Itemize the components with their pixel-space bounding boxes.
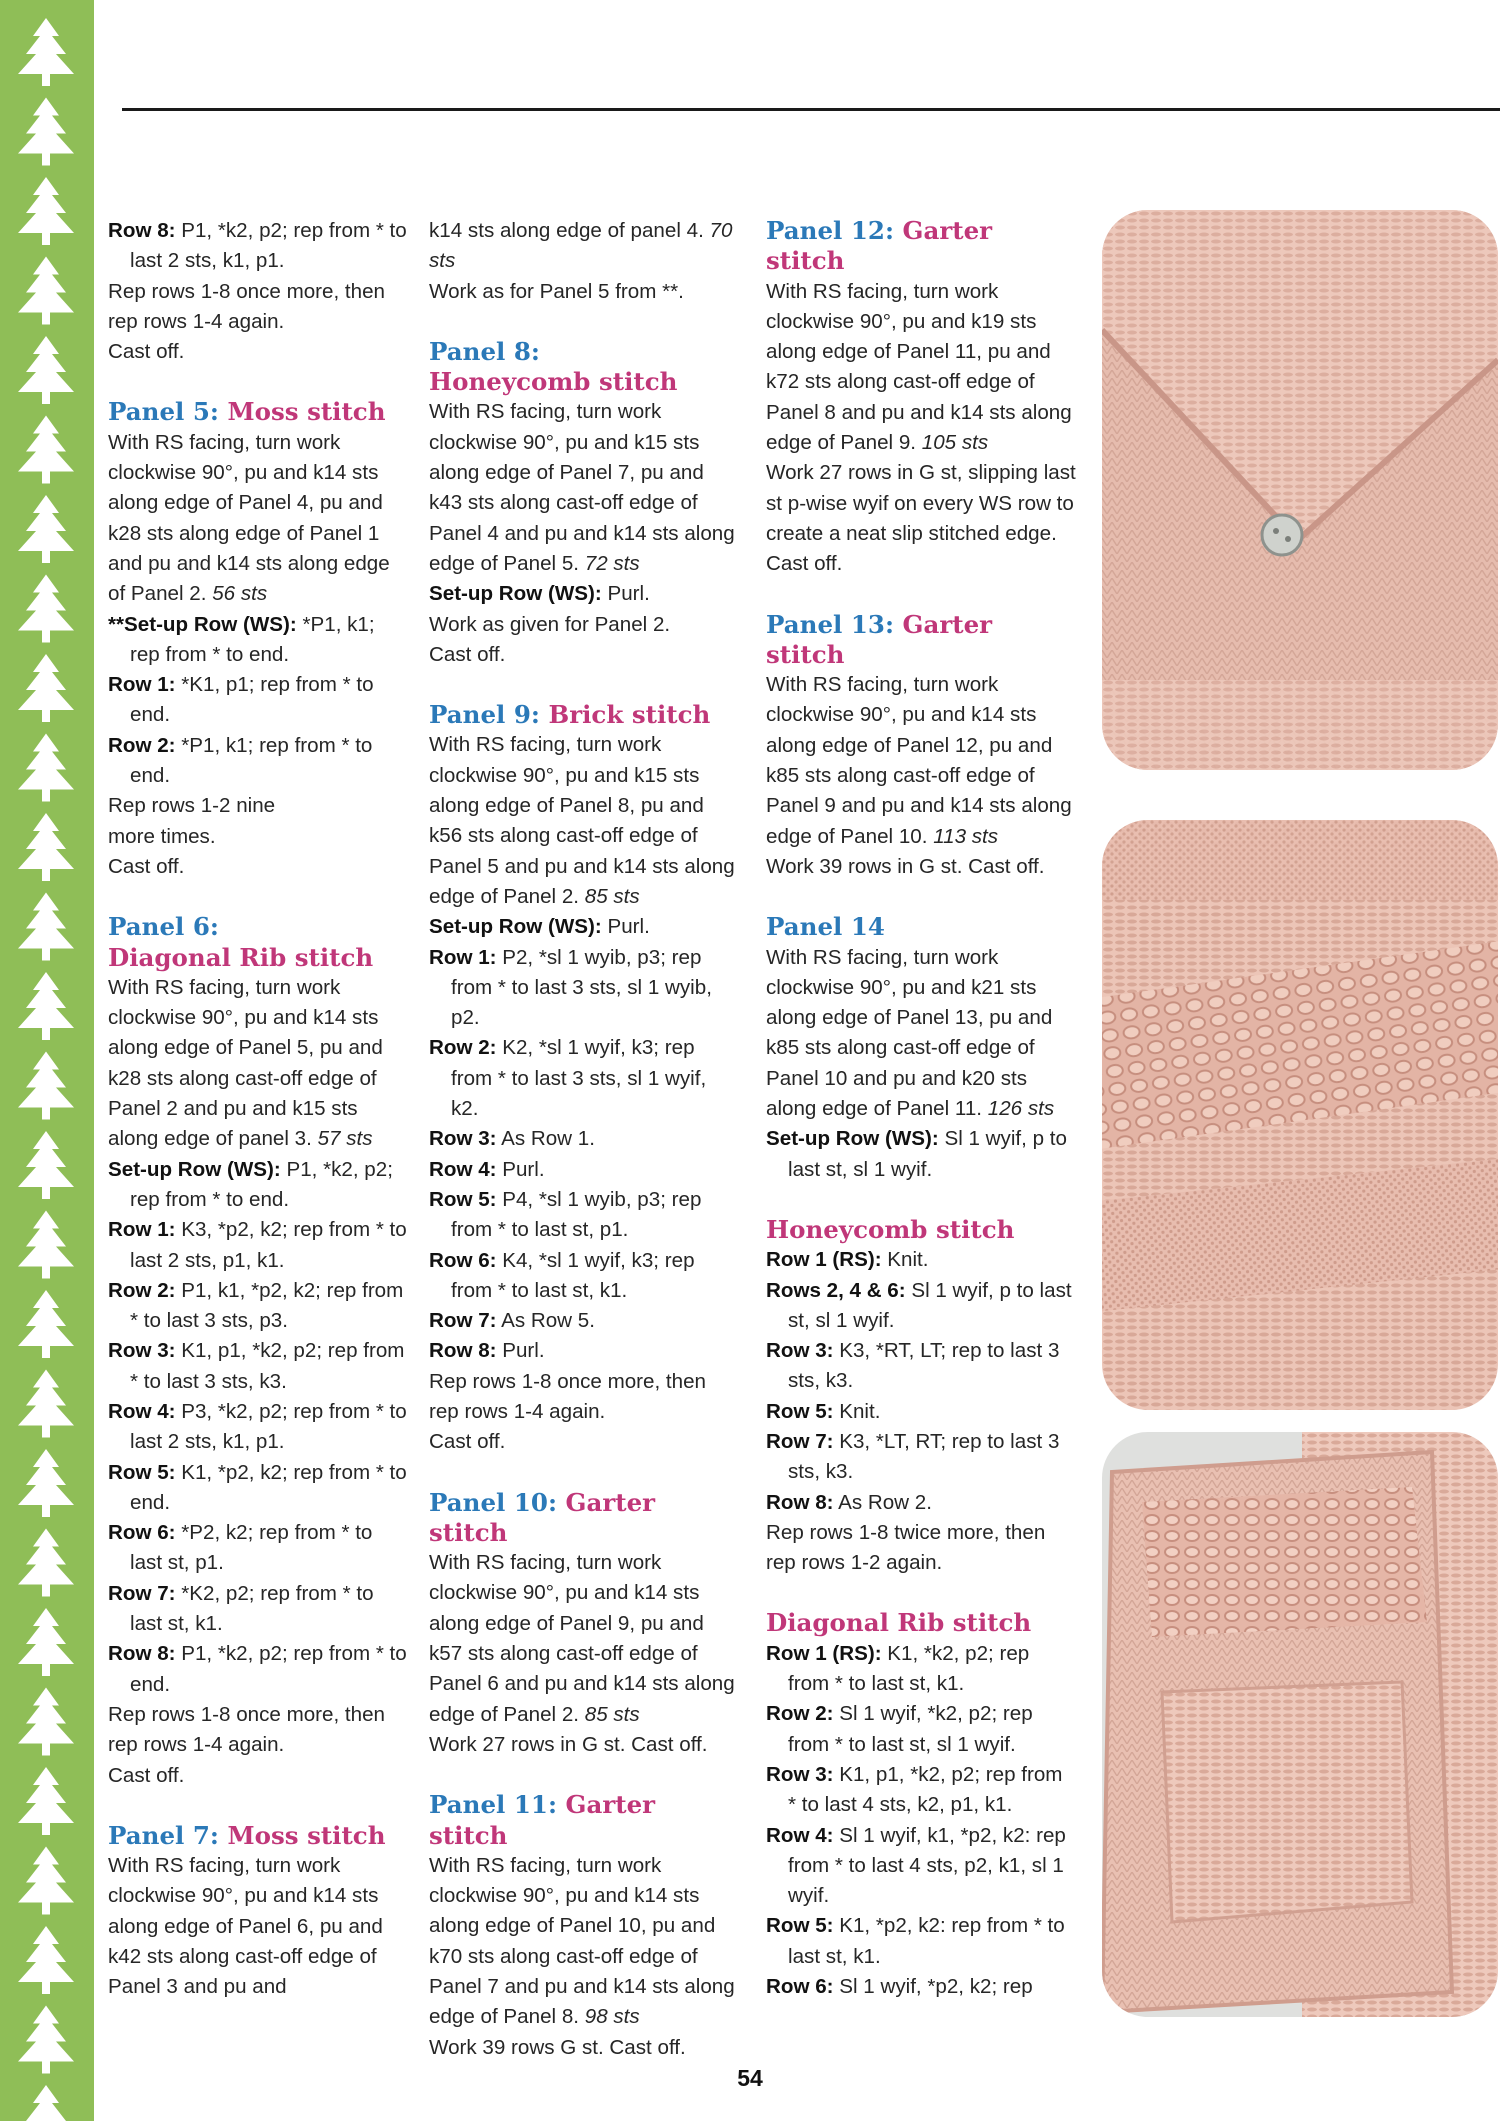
panel-heading: Panel 7: Moss stitch — [108, 1820, 386, 1850]
christmas-tree-icon — [18, 18, 74, 86]
christmas-tree-icon — [18, 177, 74, 245]
christmas-tree-icon — [18, 1688, 74, 1756]
instruction-text: Cast off. — [429, 1430, 506, 1454]
instruction-row: Row 7: *K2, p2; rep from * to last st, k1. — [108, 1581, 374, 1636]
instruction-text: With RS facing, turn work clockwise 90°, pu and k14 sts along edge of Panel 12, pu and k85 sts along cast-off edge of Panel 9 and pu and k14 sts along edge of Panel 10. 113 sts — [766, 673, 1072, 848]
christmas-tree-icon — [18, 813, 74, 881]
instruction-text: With RS facing, turn work clockwise 90°, pu and k15 sts along edge of Panel 8, pu and k56 sts along cast-off edge of Panel 5 and pu and k14 sts along edge of Panel 2. 85 sts — [429, 733, 735, 908]
instruction-text: Work 39 rows in G st. Cast off. — [766, 854, 1045, 878]
instruction-text: Rep rows 1-8 once more, then rep rows 1-4 again. — [429, 1369, 707, 1423]
photo-cushion-button — [1102, 210, 1498, 770]
instruction-row: Row 8: As Row 2. — [766, 1490, 932, 1514]
instruction-text: With RS facing, turn work clockwise 90°, pu and k19 sts along edge of Panel 11, pu and k72 sts along cast-off edge of Panel 8 and pu and k14 sts along edge of Panel 9. 105 sts — [766, 279, 1072, 455]
instruction-row: Row 8: P1, *k2, p2; rep from * to last 2 sts, k1, p1. — [108, 219, 407, 273]
instruction-row: Set-up Row (WS): Sl 1 wyif, p to last st, sl 1 wyif. — [766, 1127, 1067, 1181]
instruction-text: Work as given for Panel 2. — [429, 612, 671, 636]
instruction-row: Row 8: P1, *k2, p2; rep from * to end. — [108, 1642, 407, 1696]
instruction-row: Row 5: K1, *p2, k2; rep from * to end. — [108, 1460, 407, 1514]
instruction-text: Work 27 rows in G st. Cast off. — [429, 1732, 708, 1756]
panel-heading: Panel 11: Garter stitch — [429, 1790, 656, 1850]
panel-heading: Panel 9: Brick stitch — [429, 700, 711, 730]
instruction-text: Cast off. — [429, 642, 506, 666]
instruction-row: Row 5: K1, *p2, k2: rep from * to last st, k1. — [766, 1914, 1065, 1968]
instruction-row: Row 5: Knit. — [766, 1399, 881, 1423]
instruction-text: With RS facing, turn work clockwise 90°, pu and k14 sts along edge of Panel 9, pu and k57 sts along cast-off edge of Panel 6 and pu and k14 sts along edge of Panel 2. 85 sts — [429, 1551, 735, 1726]
instruction-row: Rows 2, 4 & 6: Sl 1 wyif, p to last st, sl 1 wyif. — [766, 1278, 1072, 1332]
panel-heading: Panel 8: Honeycomb stitch — [429, 336, 678, 397]
instruction-text: With RS facing, turn work clockwise 90°, pu and k15 sts along edge of Panel 7, pu and k43 sts along cast-off edge of Panel 4 and pu and k14 sts along edge of Panel 5. 72 sts — [429, 400, 735, 575]
instruction-text: Cast off. — [108, 1763, 185, 1787]
instruction-row: Row 6: Sl 1 wyif, *p2, k2; rep — [766, 1975, 1033, 1999]
instruction-row: **Set-up Row (WS): *P1, k1; rep from * to end. — [108, 612, 375, 666]
instruction-text: Rep rows 1-2 nine more times. — [108, 794, 276, 848]
instruction-row: Row 5: P4, *sl 1 wyib, p3; rep from * to last st, p1. — [429, 1187, 702, 1242]
instruction-row: Row 2: *P1, k1; rep from * to end. — [108, 733, 373, 788]
christmas-tree-icon — [18, 1449, 74, 1517]
panel-heading: Panel 13: Garter stitch — [766, 609, 993, 669]
instruction-row: Row 3: K1, p1, *k2, p2; rep from * to last 3 sts, k3. — [108, 1339, 405, 1393]
instruction-row: Set-up Row (WS): Purl. — [429, 582, 650, 606]
instruction-text: With RS facing, turn work clockwise 90°, pu and k14 sts along edge of Panel 6, pu and k42 sts along cast-off edge of Panel 3 and pu and — [108, 1854, 383, 1999]
instruction-row: Row 4: P3, *k2, p2; rep from * to last 2 sts, k1, p1. — [108, 1399, 407, 1454]
photo-cushion-honeycomb — [1102, 1432, 1498, 2017]
christmas-tree-icon — [18, 654, 74, 722]
christmas-tree-icon — [18, 1608, 74, 1676]
column-2 — [429, 216, 739, 2063]
panel-heading: Panel 6: Diagonal Rib stitch — [108, 912, 374, 972]
christmas-tree-icon — [18, 893, 74, 961]
christmas-tree-icon — [18, 575, 74, 643]
page-number: 54 — [737, 2065, 763, 2091]
christmas-tree-icon — [18, 1529, 74, 1597]
christmas-tree-icon — [18, 1290, 74, 1358]
instruction-text: Rep rows 1-8 twice more, then rep rows 1-2 again. — [766, 1520, 1046, 1575]
instruction-row: Set-up Row (WS): P1, *k2, p2; rep from * to end. — [108, 1157, 393, 1211]
instruction-text: Work as for Panel 5 from **. — [429, 279, 684, 303]
christmas-tree-icon — [18, 1211, 74, 1279]
instruction-row: Row 6: *P2, k2; rep from * to last st, p1. — [108, 1521, 373, 1575]
panel-heading: Panel 14 — [766, 912, 885, 942]
instruction-row: Row 7: K3, *LT, RT; rep to last 3 sts, k3. — [766, 1429, 1060, 1484]
instruction-row: Row 1 (RS): K1, *k2, p2; rep from * to last st, k1. — [766, 1641, 1030, 1696]
instruction-row: Row 3: K1, p1, *k2, p2; rep from * to last 4 sts, k2, p1, k1. — [766, 1762, 1063, 1817]
instruction-row: Row 2: K2, *sl 1 wyif, k3; rep from * to last 3 sts, sl 1 wyif, k2. — [429, 1036, 707, 1121]
instruction-row: Row 4: Purl. — [429, 1157, 545, 1181]
christmas-tree-icon — [18, 734, 74, 802]
instruction-row: Row 4: Sl 1 wyif, k1, *p2, k2: rep from * to last 4 sts, p2, k1, sl 1 wyif. — [766, 1823, 1066, 1908]
button-icon — [1262, 515, 1302, 555]
christmas-tree-icon — [18, 336, 74, 404]
column-3 — [766, 216, 1076, 2002]
instruction-text: Rep rows 1-8 once more, then rep rows 1-4 again. — [108, 1702, 386, 1757]
christmas-tree-icon — [18, 1052, 74, 1120]
christmas-tree-icon — [18, 2006, 74, 2074]
instruction-text: k14 sts along edge of panel 4. 70 sts — [429, 219, 733, 273]
christmas-tree-icon — [18, 257, 74, 325]
instruction-row: Row 1: P2, *sl 1 wyib, p3; rep from * to last 3 sts, sl 1 wyib, p2. — [429, 945, 712, 1030]
instruction-row: Row 8: Purl. — [429, 1339, 545, 1363]
christmas-tree-icon — [18, 416, 74, 484]
instruction-row: Row 3: K3, *RT, LT; rep to last 3 sts, k3. — [766, 1339, 1060, 1393]
instruction-text: Work 27 rows in G st, slipping last st p-wise wyif on every WS row to create a neat slip stitched edge. Cast off. — [766, 461, 1076, 576]
instruction-text: With RS facing, turn work clockwise 90°, pu and k14 sts along edge of Panel 10, pu and k70 sts along cast-off edge of Panel 7 and pu and k14 sts along edge of Panel 8. 98 sts — [429, 1853, 735, 2029]
christmas-tree-icon — [18, 1370, 74, 1438]
instruction-text: With RS facing, turn work clockwise 90°, pu and k14 sts along edge of Panel 4, pu and k28 sts along edge of Panel 1 and pu and k14 sts along edge of Panel 2. 56 sts — [108, 430, 390, 606]
top-rule — [122, 108, 1500, 111]
instruction-row: Row 1 (RS): Knit. — [766, 1248, 929, 1272]
panel-heading: Panel 5: Moss stitch — [108, 397, 386, 427]
sidebar-strip — [0, 0, 94, 2121]
instruction-row: Row 2: P1, k1, *p2, k2; rep from * to last 3 sts, p3. — [108, 1278, 404, 1333]
christmas-tree-icon — [18, 1926, 74, 1994]
panel-heading: Panel 10: Garter stitch — [429, 1487, 656, 1547]
christmas-tree-icon — [0, 0, 94, 2121]
instruction-row: Row 6: K4, *sl 1 wyif, k3; rep from * to last st, k1. — [429, 1248, 695, 1302]
instruction-row: Row 1: K3, *p2, k2; rep from * to last 2 sts, p1, k1. — [108, 1218, 407, 1272]
instruction-row: Row 3: As Row 1. — [429, 1127, 595, 1151]
instruction-text: Cast off. — [108, 340, 185, 364]
instruction-text: Rep rows 1-8 once more, then rep rows 1-4 again. — [108, 279, 386, 333]
christmas-tree-icon — [18, 1131, 74, 1199]
christmas-tree-icon — [18, 495, 74, 563]
christmas-tree-icon — [18, 972, 74, 1040]
instruction-text: With RS facing, turn work clockwise 90°, pu and k14 sts along edge of Panel 5, pu and k28 sts along cast-off edge of Panel 2 and pu and k15 sts along edge of panel 3. 57 sts — [108, 975, 383, 1151]
instruction-text: With RS facing, turn work clockwise 90°, pu and k21 sts along edge of Panel 13, pu and k85 sts along cast-off edge of Panel 10 and pu and k20 sts along edge of Panel 11. 126 sts — [766, 945, 1055, 1121]
instruction-text: Work 39 rows G st. Cast off. — [429, 2035, 686, 2059]
christmas-tree-icon — [18, 1767, 74, 1835]
stitch-heading: Honeycomb stitch — [766, 1214, 1015, 1244]
instruction-row: Row 7: As Row 5. — [429, 1309, 595, 1333]
christmas-tree-icon — [18, 98, 74, 166]
instruction-row: Set-up Row (WS): Purl. — [429, 915, 650, 939]
instruction-text: Cast off. — [108, 854, 185, 878]
instruction-row: Row 2: Sl 1 wyif, *k2, p2; rep from * to last st, sl 1 wyif. — [766, 1702, 1033, 1756]
stitch-heading: Diagonal Rib stitch — [766, 1608, 1032, 1638]
instruction-row: Row 1: *K1, p1; rep from * to end. — [108, 673, 374, 727]
panel-heading: Panel 12: Garter stitch — [766, 216, 993, 276]
christmas-tree-icon — [18, 1847, 74, 1915]
photo-blanket-texture — [1102, 820, 1498, 1410]
column-1 — [108, 216, 408, 2003]
